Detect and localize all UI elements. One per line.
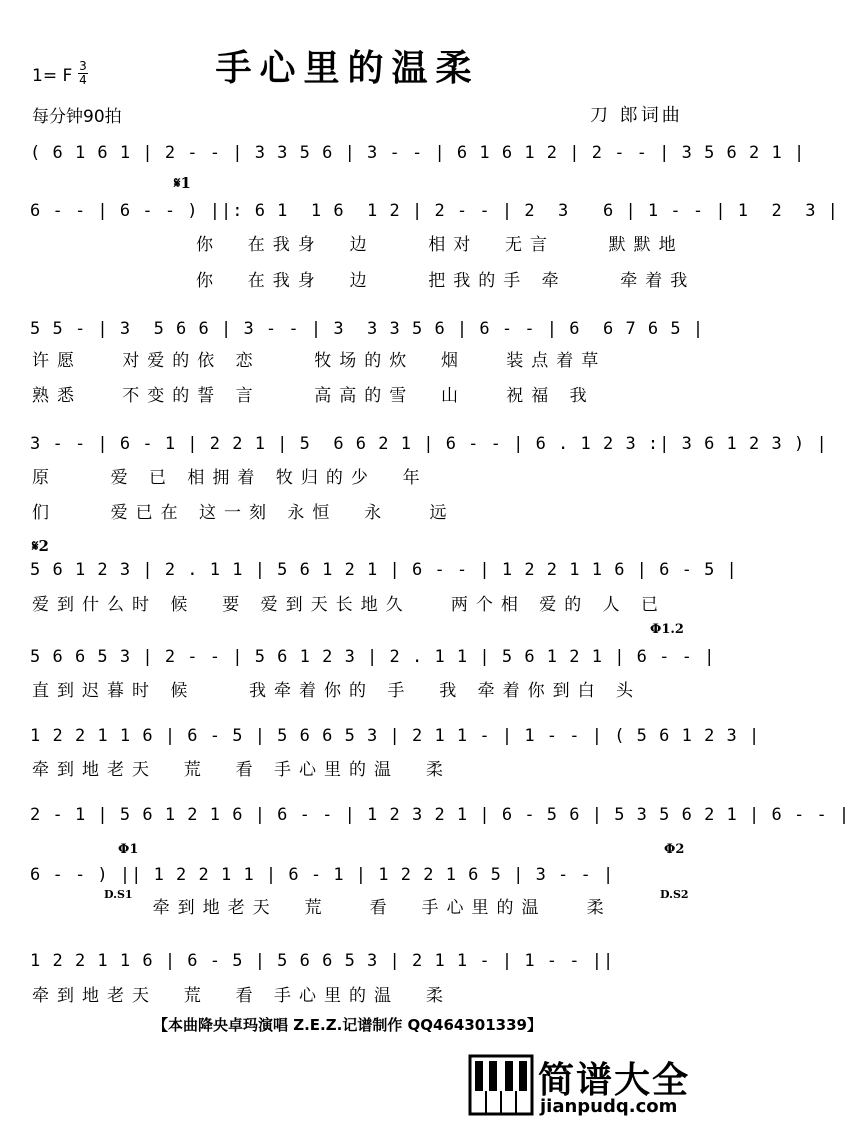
lyric-line-4b: 们 爱已在 这一刻 永恒 永 远 <box>32 503 455 523</box>
coda-1-mark: Φ1 <box>118 842 139 857</box>
lyric-line-2a: 你 在我身 边 相对 无言 默默地 <box>196 235 684 255</box>
time-signature-bottom: 4 <box>79 73 87 87</box>
page-title: 手心里的温柔 <box>215 47 480 89</box>
lyric-line-3a: 许愿 对爱的依 恋 牧场的炊 烟 装点着草 <box>32 351 607 371</box>
notation-line-4: 3 - - | 6 - 1 | 2 2 1 | 5 6 6 2 1 | 6 - - | 6 . 1 2 3 :| 3 6 1 2 3 ) | <box>30 434 828 454</box>
credit-line: 【本曲降央卓玛演唱 Z.E.Z.记谱制作 QQ464301339】 <box>153 1016 542 1034</box>
notation-line-7: 1 2 2 1 1 6 | 6 - 5 | 5 6 6 5 3 | 2 1 1 - | 1 - - | ( 5 6 1 2 3 | <box>30 726 761 746</box>
notation-line-2: 6 - - | 6 - - ) ||: 6 1 1 6 1 2 | 2 - - | 2 3 6 | 1 - - | 1 2 3 | <box>30 201 839 221</box>
notation-line-1: ( 6 1 6 1 | 2 - - | 3 3 5 6 | 3 - - | 6 1 6 1 2 | 2 - - | 3 5 6 2 1 | <box>30 143 806 163</box>
site-logo[interactable] <box>470 1052 690 1122</box>
time-signature <box>78 60 88 87</box>
logo-url: jianpudq.com <box>540 1096 678 1117</box>
notation-line-9: 6 - - ) || 1 2 2 1 1 | 6 - 1 | 1 2 2 1 6 5 | 3 - - | <box>30 865 615 885</box>
piano-keys-icon <box>470 1056 532 1114</box>
dal-segno-2-mark: D.S2 <box>660 888 689 901</box>
notation-line-5: 5 6 1 2 3 | 2 . 1 1 | 5 6 1 2 1 | 6 - - | 1 2 2 1 1 6 | 6 - 5 | <box>30 560 738 580</box>
tempo: 每分钟90拍 <box>32 107 122 127</box>
lyric-line-7: 牵到地老天 荒 看 手心里的温 柔 <box>32 760 451 780</box>
coda-2-mark: Φ2 <box>664 842 685 857</box>
lyric-line-9: 牵到地老天 荒 看 手心里的温 柔 <box>32 898 612 918</box>
lyric-line-4a: 原 爱 已 相拥着 牧归的少 年 <box>32 468 428 488</box>
logo-text: 简谱大全 <box>538 1060 691 1101</box>
notation-line-10: 1 2 2 1 1 6 | 6 - 5 | 5 6 6 5 3 | 2 1 1 - | 1 - - || <box>30 951 615 971</box>
lyric-line-3b: 熟悉 不变的誓 言 高高的雪 山 祝福 我 <box>32 386 595 406</box>
lyric-line-5: 爱到什么时 候 要 爱到天长地久 两个相 爱的 人 已 <box>32 595 667 615</box>
coda-1-2-mark: Φ1.2 <box>650 622 684 637</box>
lyric-line-10: 牵到地老天 荒 看 手心里的温 柔 <box>32 986 451 1006</box>
notation-line-6: 5 6 6 5 3 | 2 - - | 5 6 1 2 3 | 2 . 1 1 | 5 6 1 2 1 | 6 - - | <box>30 647 716 667</box>
segno-1-mark: 𝄋1 <box>174 174 191 192</box>
segno-2-mark: 𝄋2 <box>32 537 49 555</box>
author: 刀 郎词曲 <box>590 105 683 126</box>
lyric-line-2b: 你 在我身 边 把我的手 牵 牵着我 <box>196 271 696 291</box>
dal-segno-1-mark: D.S1 <box>104 888 133 901</box>
notation-line-8: 2 - 1 | 5 6 1 2 1 6 | 6 - - | 1 2 3 2 1 | 6 - 5 6 | 5 3 5 6 2 1 | 6 - - | <box>30 805 851 825</box>
time-signature-top: 3 <box>79 59 87 73</box>
notation-line-3: 5 5 - | 3 5 6 6 | 3 - - | 3 3 3 5 6 | 6 - - | 6 6 7 6 5 | <box>30 319 705 339</box>
lyric-line-6: 直到迟暮时 候 我牵着你的 手 我 牵着你到白 头 <box>32 681 642 701</box>
key-signature: 1= F <box>32 66 73 86</box>
